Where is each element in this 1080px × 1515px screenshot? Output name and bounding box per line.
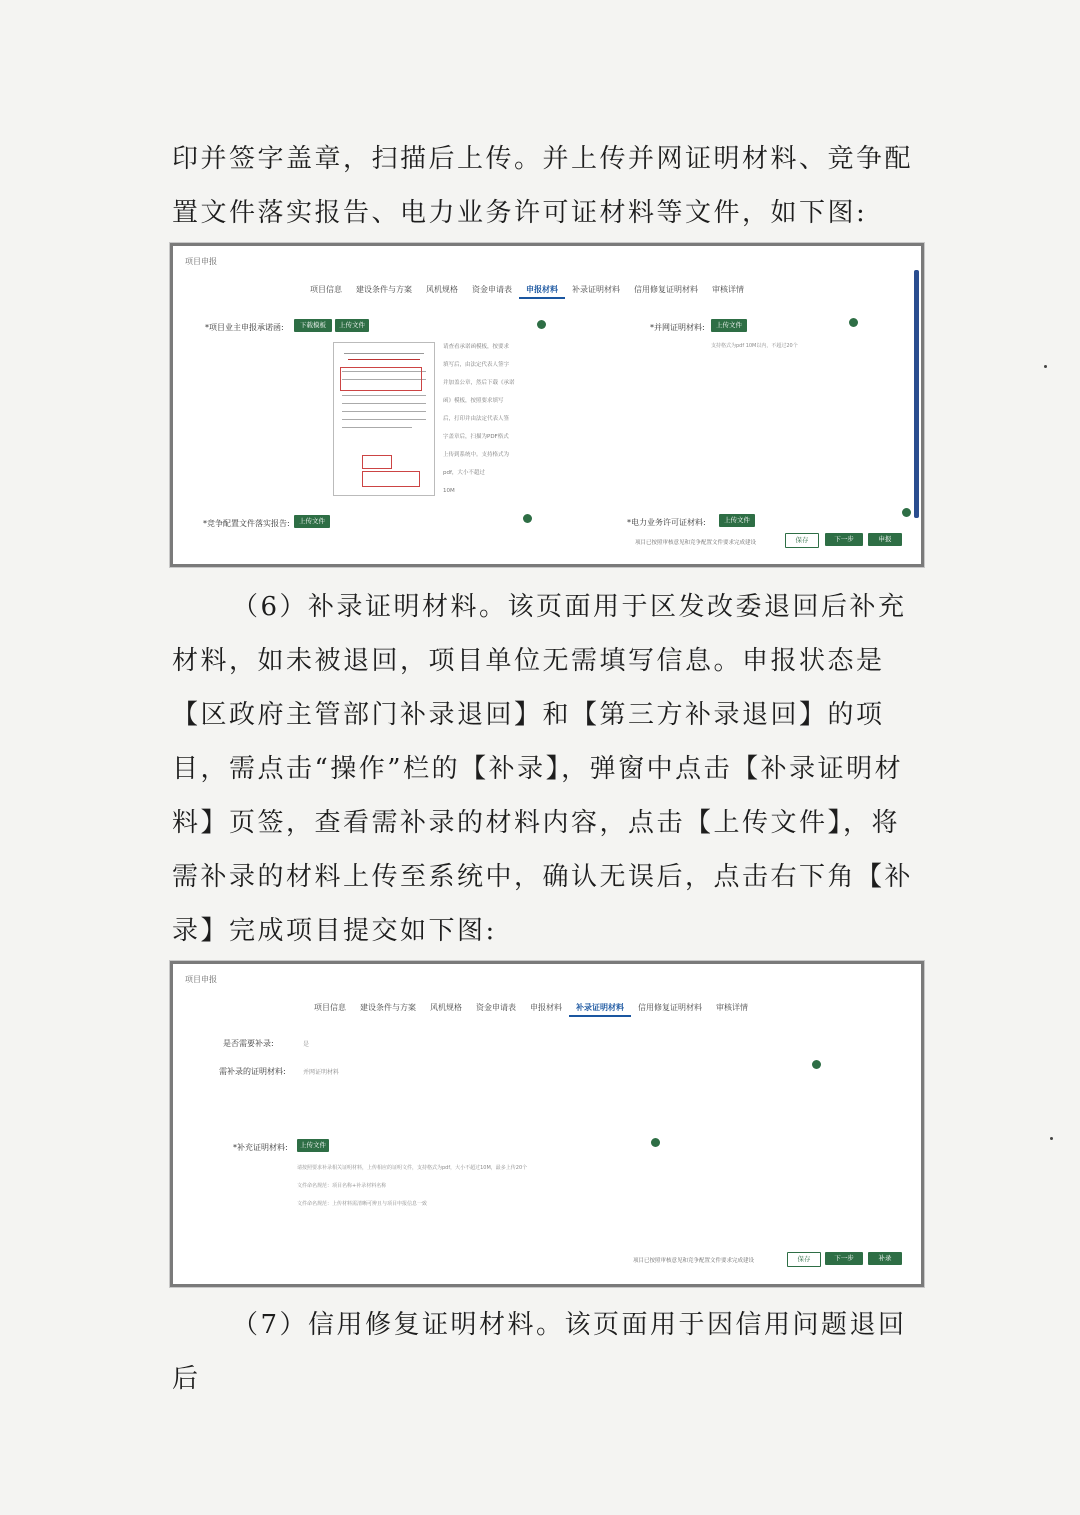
supplement-hint-1: 请按照要求补录相关证明材料，上传相应的证明文件，支持格式为pdf，大小不超过10M，最多上传20个: [297, 1165, 528, 1171]
materials-needed-label: 需补录的证明材料:: [219, 1067, 286, 1076]
screenshot-supplement-materials: [170, 961, 924, 1287]
tab-credit-repair[interactable]: 信用修复证明材料: [634, 285, 698, 294]
footer-note: 项目已按照审核意见和竞争配置文件要求完成建设: [635, 540, 757, 546]
upload-grid-button[interactable]: 上传文件: [711, 319, 747, 332]
tab-construction[interactable]: 建设条件与方案: [356, 285, 412, 294]
supplement-hint-2: 文件命名规范：项目名称+补录材料名称: [297, 1183, 387, 1189]
dialog-title: 项目申报: [185, 975, 217, 984]
scrollbar[interactable]: [914, 270, 919, 518]
tab-credit-repair[interactable]: 信用修复证明材料: [638, 1003, 702, 1012]
upload-commitment-button[interactable]: 上传文件: [335, 319, 369, 332]
tab-bar: [303, 284, 751, 299]
paragraph-intro: 印并签字盖章，扫描后上传。并上传并网证明材料、竞争配置文件落实报告、电力业务许可证材料等文件，如下图:: [172, 144, 914, 228]
save-button[interactable]: 保存: [787, 1252, 821, 1267]
tab-funding-form[interactable]: 资金申请表: [476, 1003, 516, 1012]
download-template-button[interactable]: 下载模板: [294, 319, 332, 332]
supplement-proof-label: *补充证明材料:: [233, 1143, 288, 1152]
tab-funding-form[interactable]: 资金申请表: [472, 285, 512, 294]
tab-supplement-materials[interactable]: 补录证明材料: [569, 1002, 631, 1017]
dialog-title: 项目申报: [185, 257, 217, 266]
tab-supplement-materials[interactable]: 补录证明材料: [572, 285, 620, 294]
upload-competition-button[interactable]: 上传文件: [294, 515, 330, 528]
materials-needed-value: 并网证明材料: [303, 1069, 340, 1076]
tab-application-materials[interactable]: 申报材料: [530, 1003, 562, 1012]
next-button[interactable]: 下一步: [825, 1252, 863, 1265]
need-supplement-label: 是否需要补录:: [223, 1039, 274, 1048]
status-dot: [523, 514, 532, 523]
tab-construction[interactable]: 建设条件与方案: [360, 1003, 416, 1012]
status-dot: [651, 1138, 660, 1147]
status-dot: [812, 1060, 821, 1069]
tab-review-details[interactable]: 审核详情: [716, 1003, 748, 1012]
competition-report-label: *竞争配置文件落实报告:: [203, 519, 290, 528]
status-dot: [537, 320, 546, 329]
scan-speck: [1050, 1137, 1053, 1140]
status-dot: [902, 508, 911, 517]
next-button[interactable]: 下一步: [825, 533, 863, 546]
need-supplement-value: 是: [303, 1041, 310, 1048]
tab-project-info[interactable]: 项目信息: [310, 285, 342, 294]
footer-note: 项目已按照审核意见和竞争配置文件要求完成建设: [633, 1258, 755, 1264]
save-button[interactable]: 保存: [785, 533, 819, 548]
tab-application-materials[interactable]: 申报材料: [519, 284, 565, 299]
status-dot: [849, 318, 858, 327]
submit-button[interactable]: 申报: [868, 533, 902, 546]
grid-upload-hint: 支持格式为pdf 10M以内，不超过20个: [711, 343, 798, 349]
screenshot-application-materials: [170, 243, 924, 567]
commitment-label: *项目业主申报承诺函:: [205, 323, 284, 332]
tab-review-details[interactable]: 审核详情: [712, 285, 744, 294]
paragraph-supplement: （6）补录证明材料。该页面用于区发改委退回后补充材料，如未被退回，项目单位无需填写信息。申报状态是【区政府主管部门补录退回】和【第三方补录退回】的项目，需点击“操作”栏的【补录】，弹窗中点击【补录证明材料】页签，查看需补录的材料内容，点击【上传文件】，将需补录的材料上传至系统中，确认无误后，点击右下角【补录】完成项目提交如下图:: [172, 592, 914, 946]
tab-project-info[interactable]: 项目信息: [314, 1003, 346, 1012]
supplement-hint-3: 文件命名规范：上传材料需清晰可辨且与项目申报信息一致: [297, 1201, 428, 1207]
tab-turbine-spec[interactable]: 风机规格: [426, 285, 458, 294]
commitment-guide-text: 请查看承诺函模板，按要求 填写后，由法定代表人签字 并加盖公章，然后下载《承诺 函》模板，按照要求填写 后，打印并由法定代表人签 字盖章后，扫描为PDF格式 上传到系统中。支持格式为 pdf，大小不超过 10M: [443, 344, 515, 494]
grid-connection-label: *并网证明材料:: [650, 323, 705, 332]
upload-license-button[interactable]: 上传文件: [719, 514, 755, 527]
power-license-label: *电力业务许可证材料:: [627, 518, 706, 527]
commitment-letter-preview-icon: [333, 342, 435, 496]
scan-speck: [1044, 365, 1047, 368]
tab-bar: [307, 1002, 755, 1017]
tab-turbine-spec[interactable]: 风机规格: [430, 1003, 462, 1012]
upload-supplement-button[interactable]: 上传文件: [297, 1139, 329, 1152]
supplement-submit-button[interactable]: 补录: [868, 1252, 902, 1265]
paragraph-credit-repair: （7）信用修复证明材料。该页面用于因信用问题退回后: [172, 1310, 907, 1394]
